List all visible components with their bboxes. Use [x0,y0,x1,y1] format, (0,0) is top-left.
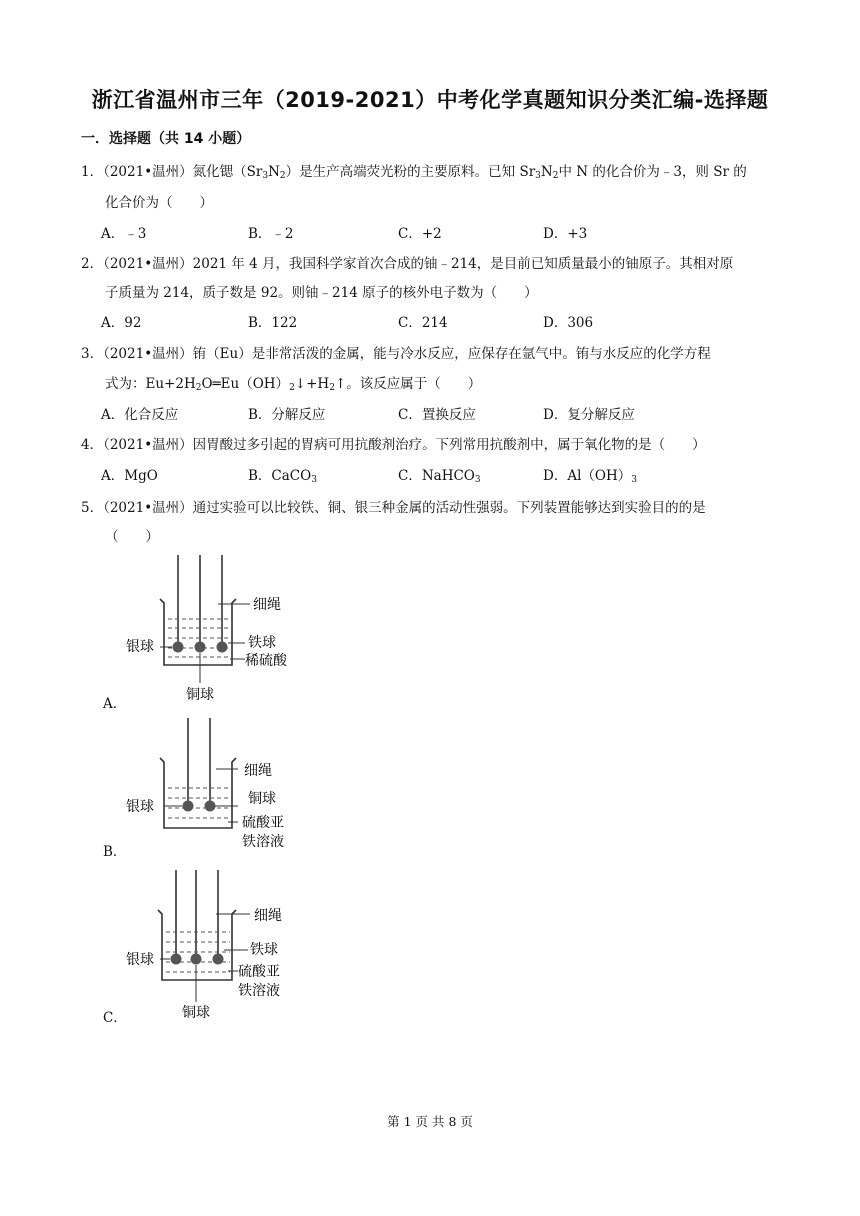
figure-b-diagram [120,718,310,858]
svg-text:铁溶液: 铁溶液 [242,834,284,850]
svg-text:铜球: 铜球 [182,1005,210,1020]
svg-text:硫酸亚: 硫酸亚 [238,964,280,980]
q2-option-b: B．122 [248,315,298,331]
svg-text:铜球: 铜球 [248,791,276,807]
figure-a-label: A． [103,696,127,712]
q1-option-c: C．+2 [398,226,442,242]
iron-ball [217,642,228,653]
svg-text:银球: 银球 [126,952,154,968]
page-footer: 第 1 页 共 8 页 [387,1114,473,1129]
q3-option-a: A．化合反应 [101,407,179,423]
q4-option-b: B．CaCO$_3$ [248,468,317,485]
svg-text:细绳: 细绳 [253,597,281,613]
svg-text:细绳: 细绳 [254,908,282,924]
q5-line2: （ ） [105,529,159,545]
q3-option-c: C．置换反应 [398,407,476,423]
copper-ball [195,642,206,653]
svg-text:铁溶液: 铁溶液 [238,983,280,999]
q2-option-c: C．214 [398,315,448,331]
svg-text:铁球: 铁球 [250,942,278,958]
figure-c-label: C． [103,1010,127,1026]
silver-ball [171,954,182,965]
svg-text:铁球: 铁球 [248,635,276,651]
q4-option-a: A．MgO [101,468,158,484]
copper-ball [191,954,202,965]
silver-ball [173,642,184,653]
iron-ball [213,954,224,965]
q3-option-d: D．复分解反应 [543,407,635,423]
q5-line1: 5．（2021•温州）通过实验可以比较铁、铜、银三种金属的活动性强弱。下列装置能够达到实验目的的是 [81,500,706,516]
q2-line1: 2．（2021•温州）2021 年 4 月，我国科学家首次合成的铀﹣214，是目前已知质量最小的铀原子。其相对原 [81,256,734,272]
silver-ball [183,801,194,812]
q4-option-d: D．$Al(OH)_3$ [543,468,637,485]
figure-b-label: B． [103,844,127,860]
svg-text:银球: 银球 [126,639,154,655]
q1-line1: 1．（2021•温州）氮化锶$(Sr_3N_2)$是生产高端荧光粉的主要原料。已知 $Sr_3N_2$中 N 的化合价为﹣3，则 Sr 的 [81,164,747,181]
q4-line1: 4．（2021•温州）因胃酸过多引起的胃病可用抗酸剂治疗。下列常用抗酸剂中，属于氧化物的是（ ） [81,437,706,453]
q3-option-b: B．分解反应 [248,407,326,423]
q2-option-d: D．306 [543,315,594,331]
figure-c-diagram [120,870,310,1020]
q1-option-b: B．﹣2 [248,226,294,242]
svg-text:银球: 银球 [126,799,154,815]
svg-text:细绳: 细绳 [244,763,272,779]
figure-a-diagram [120,555,310,705]
svg-text:硫酸亚: 硫酸亚 [242,815,284,831]
copper-ball [205,801,216,812]
q3-line1: 3．（2021•温州）铕（Eu）是非常活泼的金属，能与冷水反应，应保存在氩气中。铕与水反应的化学方程 [81,346,711,362]
q1-option-a: A．﹣3 [101,226,147,242]
q2-line2: 子质量为 214，质子数是 92。则铀﹣214 原子的核外电子数为（ ） [105,285,538,301]
svg-text:铜球: 铜球 [186,687,214,703]
q1-line2: 化合价为（ ） [105,195,213,211]
svg-text:稀硫酸: 稀硫酸 [245,653,287,669]
page-title: 浙江省温州市三年（2019-2021）中考化学真题知识分类汇编-选择题 [91,88,769,112]
section-heading: 一．选择题（共 14 小题） [81,131,251,147]
q2-option-a: A．92 [101,315,142,331]
q1-option-d: D．+3 [543,226,588,242]
q3-line2: 式为：$Eu+2H_2O═Eu(OH)_2↓+H_2↑$。该反应属于（ ） [105,376,482,393]
q4-option-c: C．NaHCO$_3$ [398,468,481,485]
